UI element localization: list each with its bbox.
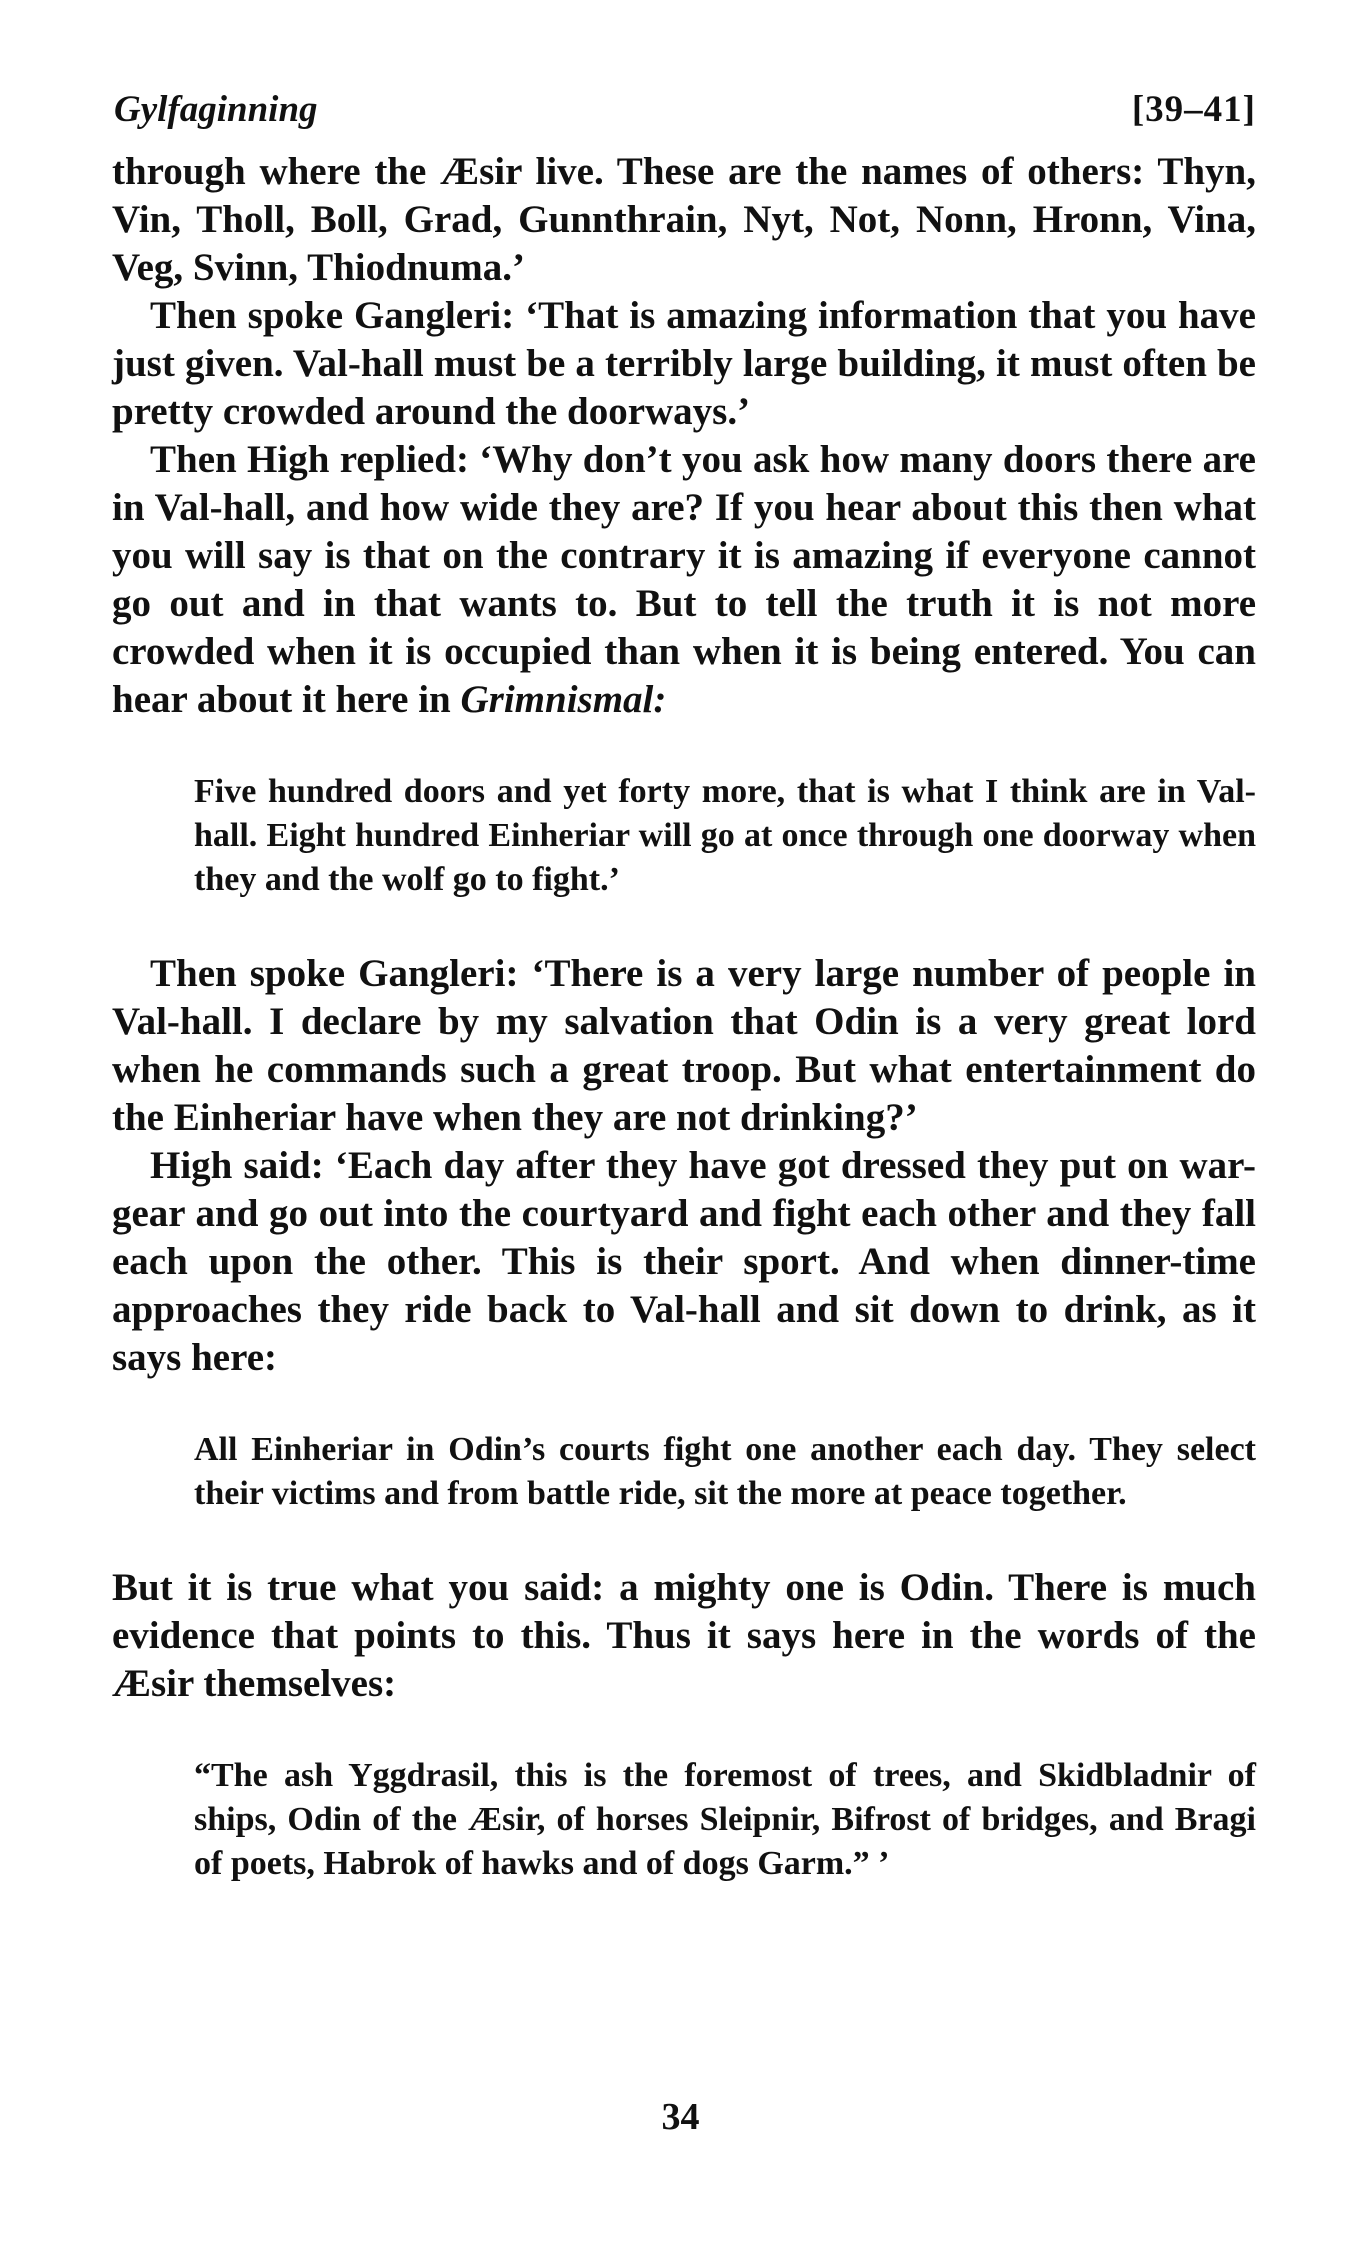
section-range: [39–41] — [1131, 89, 1256, 130]
body-text — [112, 148, 1256, 1886]
running-title: Gylfaginning — [114, 89, 318, 130]
paragraph-gangleri-question: Then spoke Gangleri: ‘That is amazing information that you have just given. Val-hall must be a terribly large building, it must often be pretty crowded around the doorways.’ — [112, 294, 1256, 433]
verse-quotation-doors: Five hundred doors and yet forty more, that is what I think are in Val-hall. Eight hundred Einheriar will go at once through one doorway when they and the wolf go to fight.’ — [194, 773, 1256, 898]
paragraph-high-sport: High said: ‘Each day after they have got dressed they put on war-gear and go out into the courtyard and fight each other and they fall each upon the other. This is their sport. And when dinner-time approaches they ride back to Val-hall and sit down to drink, as it says here: — [112, 1144, 1256, 1379]
verse-quotation-einheriar: All Einheriar in Odin’s courts fight one another each day. They select their victims and from battle ride, sit the more at peace together. — [194, 1431, 1256, 1512]
running-head — [112, 80, 1256, 140]
source-title: Grimnismal: — [460, 678, 667, 721]
verse-quotation-yggdrasil: “The ash Yggdrasil, this is the foremost of trees, and Skidbladnir of ships, Odin of the Æsir, of horses Sleipnir, Bifrost of bridges, and Bragi of poets, Habrok of hawks and of dogs Garm.” ’ — [194, 1757, 1256, 1882]
paragraph-high-reply-text: Then High replied: ‘Why don’t you ask how many doors there are in Val-hall, and how wide they are? If you hear about this then what you will say is that on the contrary it is amazing if everyone cannot go out and in that wants to. But to tell the truth it is not more crowded when it is occupied than when it is being entered. You can hear about it here in — [112, 438, 1256, 721]
paragraph-high-reply — [112, 436, 1256, 724]
paragraph-gangleri-entertainment: Then spoke Gangleri: ‘There is a very large number of people in Val-hall. I declare by my salvation that Odin is a very great lord when he commands such a great troop. But what entertainment do the Einheriar have when they are not drinking?’ — [112, 952, 1256, 1139]
paragraph-mighty-odin: But it is true what you said: a mighty one is Odin. There is much evidence that points to this. Thus it says here in the words of the Æsir themselves: — [112, 1566, 1256, 1705]
page-number: 34 — [661, 2096, 700, 2138]
book-page — [112, 80, 1256, 1886]
paragraph-continuation: through where the Æsir live. These are the names of others: Thyn, Vin, Tholl, Boll, Grad, Gunnthrain, Nyt, Not, Nonn, Hronn, Vina, Veg, Svinn, Thiodnuma.’ — [112, 150, 1256, 289]
